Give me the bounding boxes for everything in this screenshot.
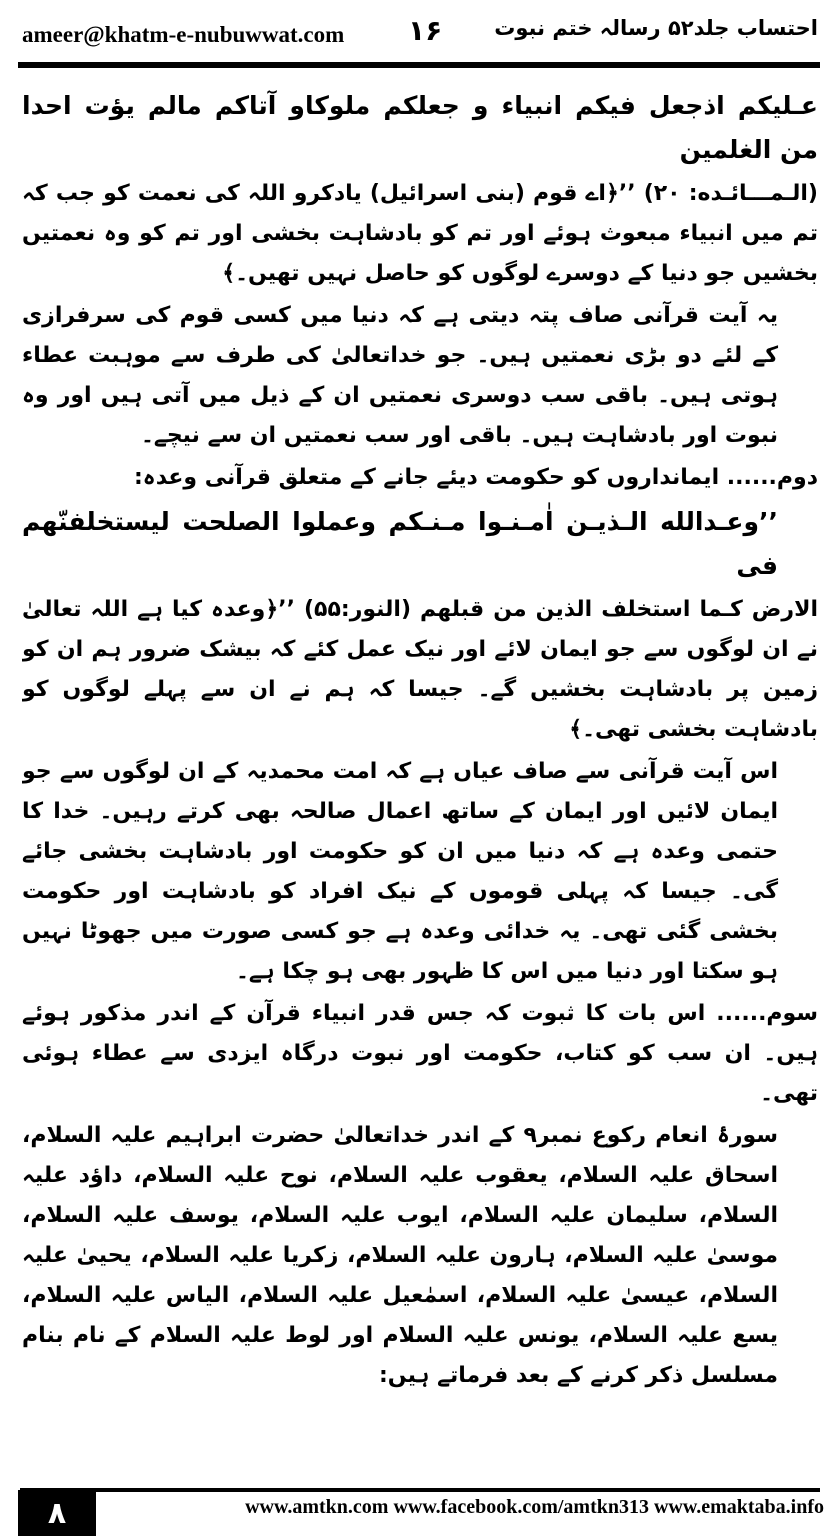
page-footer	[0, 1480, 840, 1540]
header-title: احتساب جلد۵۲ رسالہ ختم نبوت	[494, 16, 818, 40]
footer-links[interactable]: www.amtkn.com www.facebook.com/amtkn313 www.emaktaba.info	[245, 1496, 824, 1518]
footer-divider	[20, 1488, 820, 1492]
translation-maida: (الـمـــائـده: ۲۰) ’’﴿اے قوم (بنی اسرائیل) یادکرو اللہ کی نعمت کو جب کہ تم میں انبیاء مبعوث ہوئے اور تم کو بادشاہت بخشی اور تم کو وہ نعمتیں بخشیں جو دنیا کے دوسرے لوگوں کو حاصل نہیں تھیں۔﴾	[22, 181, 818, 286]
paragraph-two-blessings: یہ آیت قرآنی صاف پتہ دیتی ہے کہ دنیا میں کسی قوم کی سرفرازی کے لئے دو بڑی نعمتیں ہیں۔ جو خداتعالیٰ کی طرف سے موہبت عطاء ہوتی ہیں۔ باقی سب دوسری نعمتیں ان کے ذیل میں آتی ہیں اور وہ نبوت اور بادشاہت ہیں۔ باقی اور سب نعمتیں ان سے نیچے۔	[22, 303, 778, 448]
heading-second-point: دوم...... ایمانداروں کو حکومت دیئے جانے کے متعلق قرآنی وعدہ:	[134, 465, 818, 490]
heading-third-point: سوم...... اس بات کا ثبوت کہ جس قدر انبیاء قرآن کے اندر مذکور ہوئے ہیں۔ ان سب کو کتاب، حکومت اور نبوت درگاہ ایزدی سے عطاء ہوئی تھی۔	[22, 1001, 818, 1106]
arabic-verse-noor-1: ’’وعـدالله الـذیـن اٰمـنـوا مـنـکم وعملوا الصلحت لیستخلفنّهم فی	[22, 507, 778, 580]
page-body	[22, 84, 818, 1464]
footer-page-number: ۸	[18, 1490, 96, 1536]
arabic-verse-noor-2-translation: الارض کـما استخلف الذین من قبلهم (النور:۵۵) ’’﴿وعدہ کیا ہے اللہ تعالیٰ نے ان لوگوں سے جو ایمان لائے اور نیک عمل کئے کہ بیشک ضرور ہم ان کو زمین پر بادشاہت بخشیں گے۔ جیسا کہ ہم نے ان سے پہلے لوگوں کو بادشاہت بخشی تھی۔﴾	[22, 597, 818, 742]
page-header	[0, 0, 840, 66]
header-email[interactable]: ameer@khatm-e-nubuwwat.com	[22, 22, 345, 47]
paragraph-divine-promise: اس آیت قرآنی سے صاف عیاں ہے کہ امت محمدیہ کے ان لوگوں سے جو ایمان لائیں اور ایمان کے ساتھ اعمال صالحہ بھی کرتے رہیں۔ خدا کا حتمی وعدہ ہے کہ دنیا میں ان کو حکومت اور بادشاہت بخشی جائے گی۔ جیسا کہ پہلی قوموں کے نیک افراد کو بادشاہت اور حکومت بخشی گئی تھی۔ یہ خدائی وعدہ ہے جو کسی صورت میں جھوٹا نہیں ہو سکتا اور دنیا میں اس کا ظہور بھی ہو چکا ہے۔	[22, 759, 778, 984]
paragraph-prophets-list: سورۂ انعام رکوع نمبر۹ کے اندر خداتعالیٰ حضرت ابراہیم علیہ السلام، اسحاق علیہ السلام، یعقوب علیہ السلام، نوح علیہ السلام، داؤد علیہ السلام، سلیمان علیہ السلام، ایوب علیہ السلام، یوسف علیہ السلام، موسیٰ علیہ السلام، ہارون علیہ السلام، زکریا علیہ السلام، یحییٰ علیہ السلام، عیسیٰ علیہ السلام، اسمٰعیل علیہ السلام، الیاس علیہ السلام، یسع علیہ السلام، یونس علیہ السلام اور لوط علیہ السلام کے نام بنام مسلسل ذکر کرنے کے بعد فرماتے ہیں:	[22, 1123, 778, 1388]
header-page-number: ۱۶	[408, 14, 443, 47]
arabic-verse-maida: عـلیکم اذجعل فیکم انبیاء و جعلکم ملوکاو آتاکم مالم یؤت احدا من الغلمین	[22, 91, 818, 164]
header-divider	[18, 62, 820, 68]
